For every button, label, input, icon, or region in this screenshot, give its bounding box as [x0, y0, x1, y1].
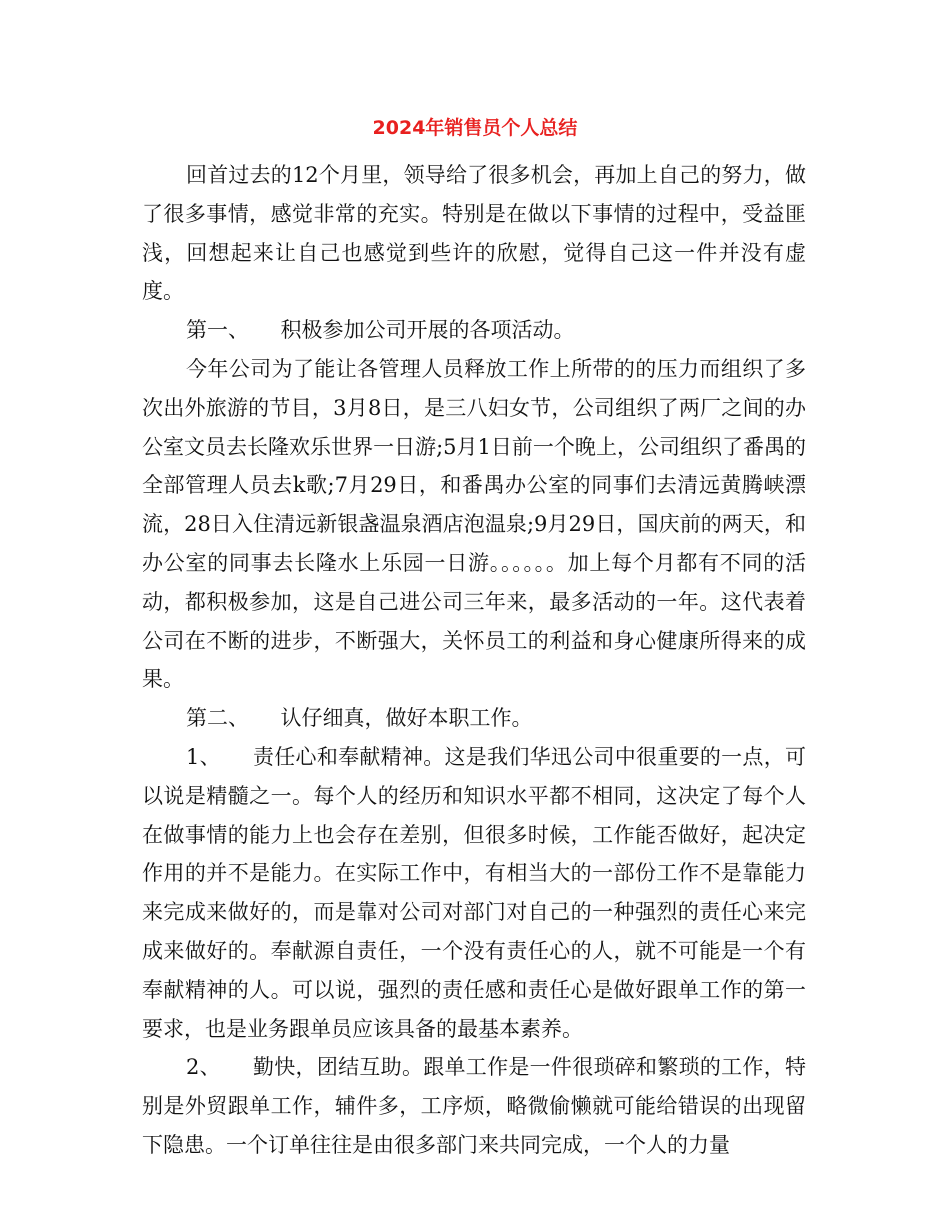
paragraph-responsibility: 1、 责任心和奉献精神。这是我们华迅公司中很重要的一点，可以说是精髓之一。每个人的经历和知识水平都不相同，这决定了每个人在做事情的能力上也会存在差别，但很多时候，工作能否做好，起决定作用的并不是能力。在实际工作中，有相当大的一部份工作不是靠能力来完成来做好的，而是靠对公司对部门对自己的一种强烈的责任心来完成来做好的。奉献源自责任，一个没有责任心的人，就不可能是一个有奉献精神的人。可以说，强烈的责任感和责任心是做好跟单工作的第一要求，也是业务跟单员应该具备的最基本素养。	[142, 744, 806, 1041]
paragraph-activities: 今年公司为了能让各管理人员释放工作上所带的的压力而组织了多次出外旅游的节目，3月8日，是三八妇女节，公司组织了两厂之间的办公室文员去长隆欢乐世界一日游;5月1日前一个晚上，公司组织了番禺的全部管理人员去k歌;7月29日，和番禺办公室的同事们去清远黄腾峡漂流，28日入住清远新银盏温泉酒店泡温泉;9月29日，国庆前的两天，和办公室的同事去长隆水上乐园一日游。。。。。。加上每个月都有不同的活动，都积极参加，这是自己进公司三年来，最多活动的一年。这代表着公司在不断的进步，不断强大，关怀员工的利益和身心健康所得来的成果。	[142, 356, 806, 692]
document-body	[142, 156, 806, 1165]
section-heading-2: 第二、 认仔细真，做好本职工作。	[186, 706, 533, 731]
paragraph-intro: 回首过去的12个月里，领导给了很多机会，再加上自己的努力，做了很多事情，感觉非常的充实。特别是在做以下事情的过程中，受益匪浅，回想起来让自己也感觉到些许的欣慰，觉得自己这一件并没有虚度。	[142, 163, 806, 304]
paragraph-teamwork: 2、 勤快，团结互助。跟单工作是一件很琐碎和繁琐的工作，特别是外贸跟单工作，辅件多，工序烦，略微偷懒就可能给错误的出现留下隐患。一个订单往往是由很多部门来共同完成，一个人的力量	[142, 1055, 806, 1157]
section-heading-1: 第一、 积极参加公司开展的各项活动。	[186, 318, 575, 343]
document-title: 2024年销售员个人总结	[372, 117, 578, 139]
